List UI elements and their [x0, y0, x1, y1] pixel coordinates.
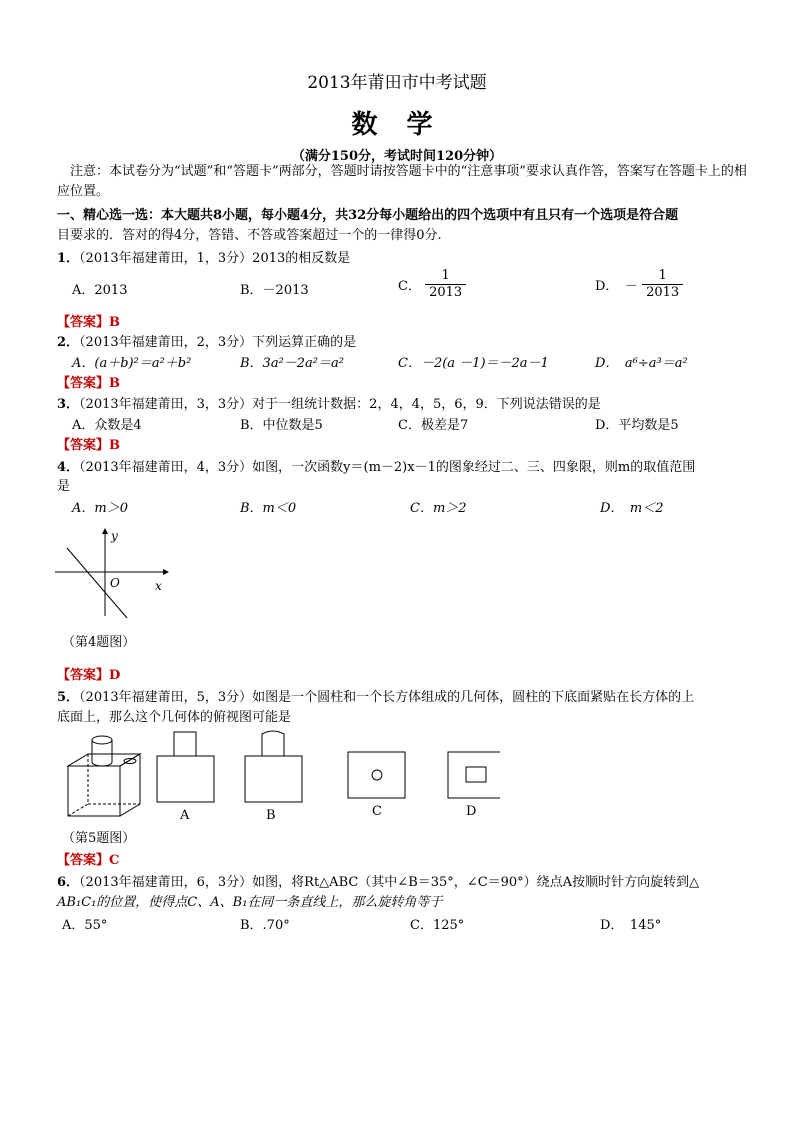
q4-x-arrow [163, 569, 169, 575]
q3-text: （2013年福建莆田，3，3分）对于一组统计数据：2，4，4，5，6，9．下列说法错误的是 [79, 397, 601, 412]
notice-text: 注意：本试卷分为“试题”和“答题卡”两部分，答题时请按答题卡中的“注意事项”要求认真作答，答案写在答题卡上的相应位置。 [57, 164, 747, 199]
q4-stem [57, 456, 695, 475]
q5-a-rect [157, 756, 214, 802]
q1-option-d-fraction [642, 268, 683, 301]
q1-d-numerator: 1 [642, 268, 683, 285]
q3-answer: 【答案】B [57, 438, 120, 453]
q1-option-a: A．2013 [72, 283, 128, 298]
section1-intro-bold: 一、精心选一选：本大题共8小题，每小题4分，共32分每小题给出的四个选项中有且只有一个选项是符合题 [57, 208, 679, 223]
q1-option-d-prefix: D． － [595, 279, 638, 294]
q5-option-d-figure [448, 752, 500, 798]
q1-option-c-fraction [425, 268, 466, 301]
q6-option-c: C．125° [410, 918, 465, 933]
q2-option-d: D． a⁶÷a³＝a² [595, 356, 688, 371]
q5-a-top-rect [174, 732, 196, 756]
section1-intro-rest: 目要求的．答对的得4分，答错、不答或答案超过一个的一律得0分. [57, 228, 442, 243]
q5-cylinder-bottom [92, 762, 112, 766]
exam-note: （满分150分，考试时间120分钟） [291, 149, 503, 164]
q3-option-b: B．中位数是5 [240, 418, 323, 433]
q5-d-inner-rect [466, 767, 486, 782]
q5-stem [57, 686, 694, 705]
q5-stem-cont: 底面上，那么这个几何体的俯视图可能是 [57, 710, 292, 725]
q2-option-b: B．3a²－2a²＝a² [240, 356, 344, 371]
q5-solid-figure [68, 736, 140, 816]
q4-number: 4． [57, 460, 80, 475]
exam-title: 2013年莆田市中考试题 [307, 73, 487, 93]
q4-option-b: B．m＜0 [240, 501, 297, 516]
q1-answer: 【答案】B [57, 315, 120, 330]
q4-figure [55, 524, 175, 624]
q5-number: 5． [57, 690, 80, 705]
q5-box-front [68, 766, 120, 816]
q3-number: 3． [57, 397, 80, 412]
q5-c-rect [348, 752, 405, 798]
q1-option-c-prefix: C． [398, 279, 421, 294]
q4-y-arrow [102, 528, 108, 534]
q5-label-c: C [372, 804, 382, 819]
q5-option-b-figure [245, 731, 302, 802]
q4-caption: （第4题图） [62, 635, 136, 650]
q5-label-b: B [266, 808, 276, 823]
q4-option-a: A．m＞0 [72, 501, 128, 516]
q4-text: （2013年福建莆田，4，3分）如图，一次函数y＝(m－2)x－1的图象经过二、三、四象限，则m的取值范围 [79, 460, 696, 475]
q4-x-label: x [155, 579, 162, 593]
q5-b-top [262, 731, 284, 756]
q6-option-d: D． 145° [600, 918, 662, 933]
q4-option-d: D． m＜2 [600, 501, 664, 516]
q2-option-c: C．－2(a －1)＝－2a－1 [398, 356, 549, 371]
q5-d-rect [448, 752, 500, 798]
q5-option-c-figure [348, 752, 405, 798]
q3-stem [57, 393, 601, 412]
q4-y-label: y [111, 529, 118, 543]
q6-stem-cont: AB₁C₁的位置，使得点C、A、B₁在同一条直线上，那么旋转角等于 [57, 895, 443, 910]
q1-c-denominator: 2013 [429, 285, 463, 300]
q5-hidden-edge-1 [68, 804, 88, 816]
q5-figures [60, 726, 500, 826]
q1-option-c [398, 268, 466, 301]
q6-text: （2013年福建莆田，6，3分）如图，将Rt△ABC（其中∠B＝35°，∠C＝90°）绕点A按顺时针方向旋转到△ [79, 875, 700, 890]
q2-number: 2． [57, 335, 80, 350]
q5-c-circle [372, 770, 382, 780]
q5-cylinder-top [92, 736, 112, 744]
q5-label-d: D [466, 804, 477, 819]
section1-intro [57, 206, 747, 246]
q1-option-b: B．－2013 [240, 283, 309, 298]
q1-c-numerator: 1 [425, 268, 466, 285]
q1-text: （2013年福建莆田，1，3分）2013的相反数是 [79, 251, 351, 266]
q3-option-a: A．众数是4 [72, 418, 142, 433]
q5-answer: 【答案】C [57, 853, 120, 868]
q3-option-d: D．平均数是5 [595, 418, 679, 433]
q2-answer: 【答案】B [57, 376, 120, 391]
q6-option-a: A．55° [62, 918, 108, 933]
q5-caption: （第5题图） [62, 831, 136, 846]
q4-origin-label: O [110, 576, 120, 590]
q6-stem [57, 871, 699, 890]
q1-number: 1． [57, 251, 80, 266]
q2-stem [57, 331, 356, 350]
q3-option-c: C．极差是7 [398, 418, 469, 433]
q4-option-c: C．m＞2 [410, 501, 467, 516]
q5-text: （2013年福建莆田，5，3分）如图是一个圆柱和一个长方体组成的几何体，圆柱的下底面紧贴在长方体的上 [79, 690, 695, 705]
q4-stem-cont: 是 [57, 479, 71, 494]
q6-number: 6． [57, 875, 80, 890]
q5-small-ellipse [124, 759, 136, 764]
q2-text: （2013年福建莆田，2，3分）下列运算正确的是 [79, 335, 357, 350]
q6-option-b: B．.70° [240, 918, 290, 933]
q4-answer: 【答案】D [57, 668, 121, 683]
q1-stem [57, 247, 350, 266]
q2-option-a: A．(a＋b)²＝a²＋b² [72, 356, 192, 371]
q1-d-denominator: 2013 [646, 285, 680, 300]
q5-b-rect [245, 756, 302, 802]
q1-option-d [595, 268, 683, 301]
subject-title: 数 学 [351, 110, 443, 140]
q5-label-a: A [180, 808, 190, 823]
q5-option-a-figure [157, 732, 214, 802]
